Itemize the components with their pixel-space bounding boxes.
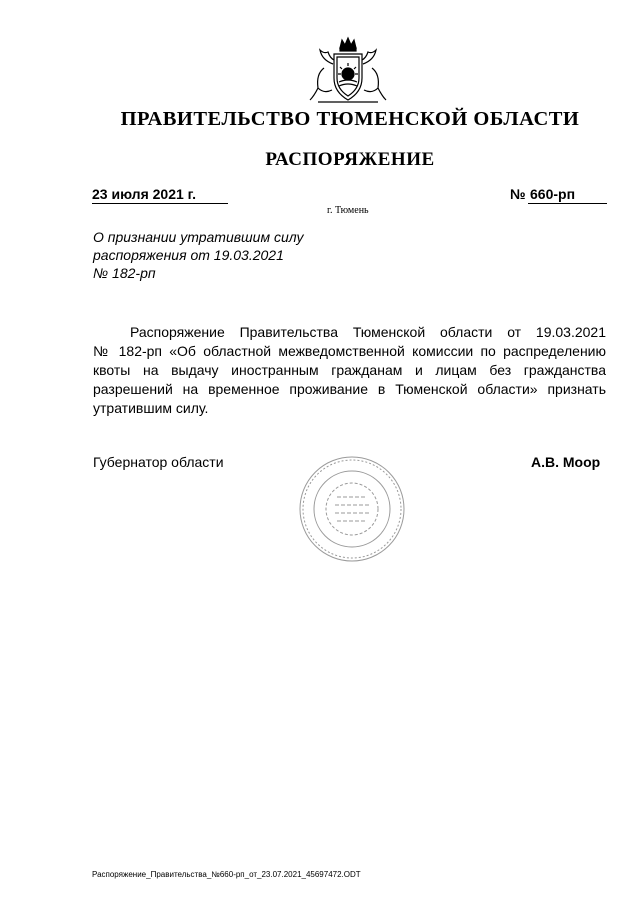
number-value: 660-рп [528,185,607,204]
body-line: разрешений на временное проживание в Тюменской области» признать [93,381,606,397]
subject-line: распоряжения от 19.03.2021 [93,247,284,263]
body-line: квоты на выдачу иностранным гражданам и лицам без гражданства [93,362,606,378]
signatory-title: Губернатор области [93,454,224,470]
document-date: 23 июля 2021 г. [92,185,228,204]
city-label: г. Тюмень [327,205,369,216]
body-paragraph [93,323,606,418]
tyumen-region-coat-of-arms-icon [300,34,396,108]
body-line: Распоряжение Правительства Тюменской области от 19.03.2021 [130,324,606,340]
body-line: утратившим силу. [93,400,209,416]
document-number [510,185,607,203]
government-title: ПРАВИТЕЛЬСТВО ТЮМЕНСКОЙ ОБЛАСТИ [120,108,580,130]
number-sign: № [510,186,526,202]
subject-line: № 182-рп [93,265,156,281]
document-type-heading: РАСПОРЯЖЕНИЕ [265,149,435,170]
body-line: № 182-рп «Об областной межведомственной комиссии по распределению [93,343,606,359]
official-seal-stamp-icon [297,453,407,565]
subject-line: О признании утратившим силу [93,229,304,245]
footer-filename: Распоряжение_Правительства_№660-рп_от_23.07.2021_45697472.ODT [92,870,361,879]
document-subject [93,228,353,282]
signatory-name: А.В. Моор [531,454,601,470]
